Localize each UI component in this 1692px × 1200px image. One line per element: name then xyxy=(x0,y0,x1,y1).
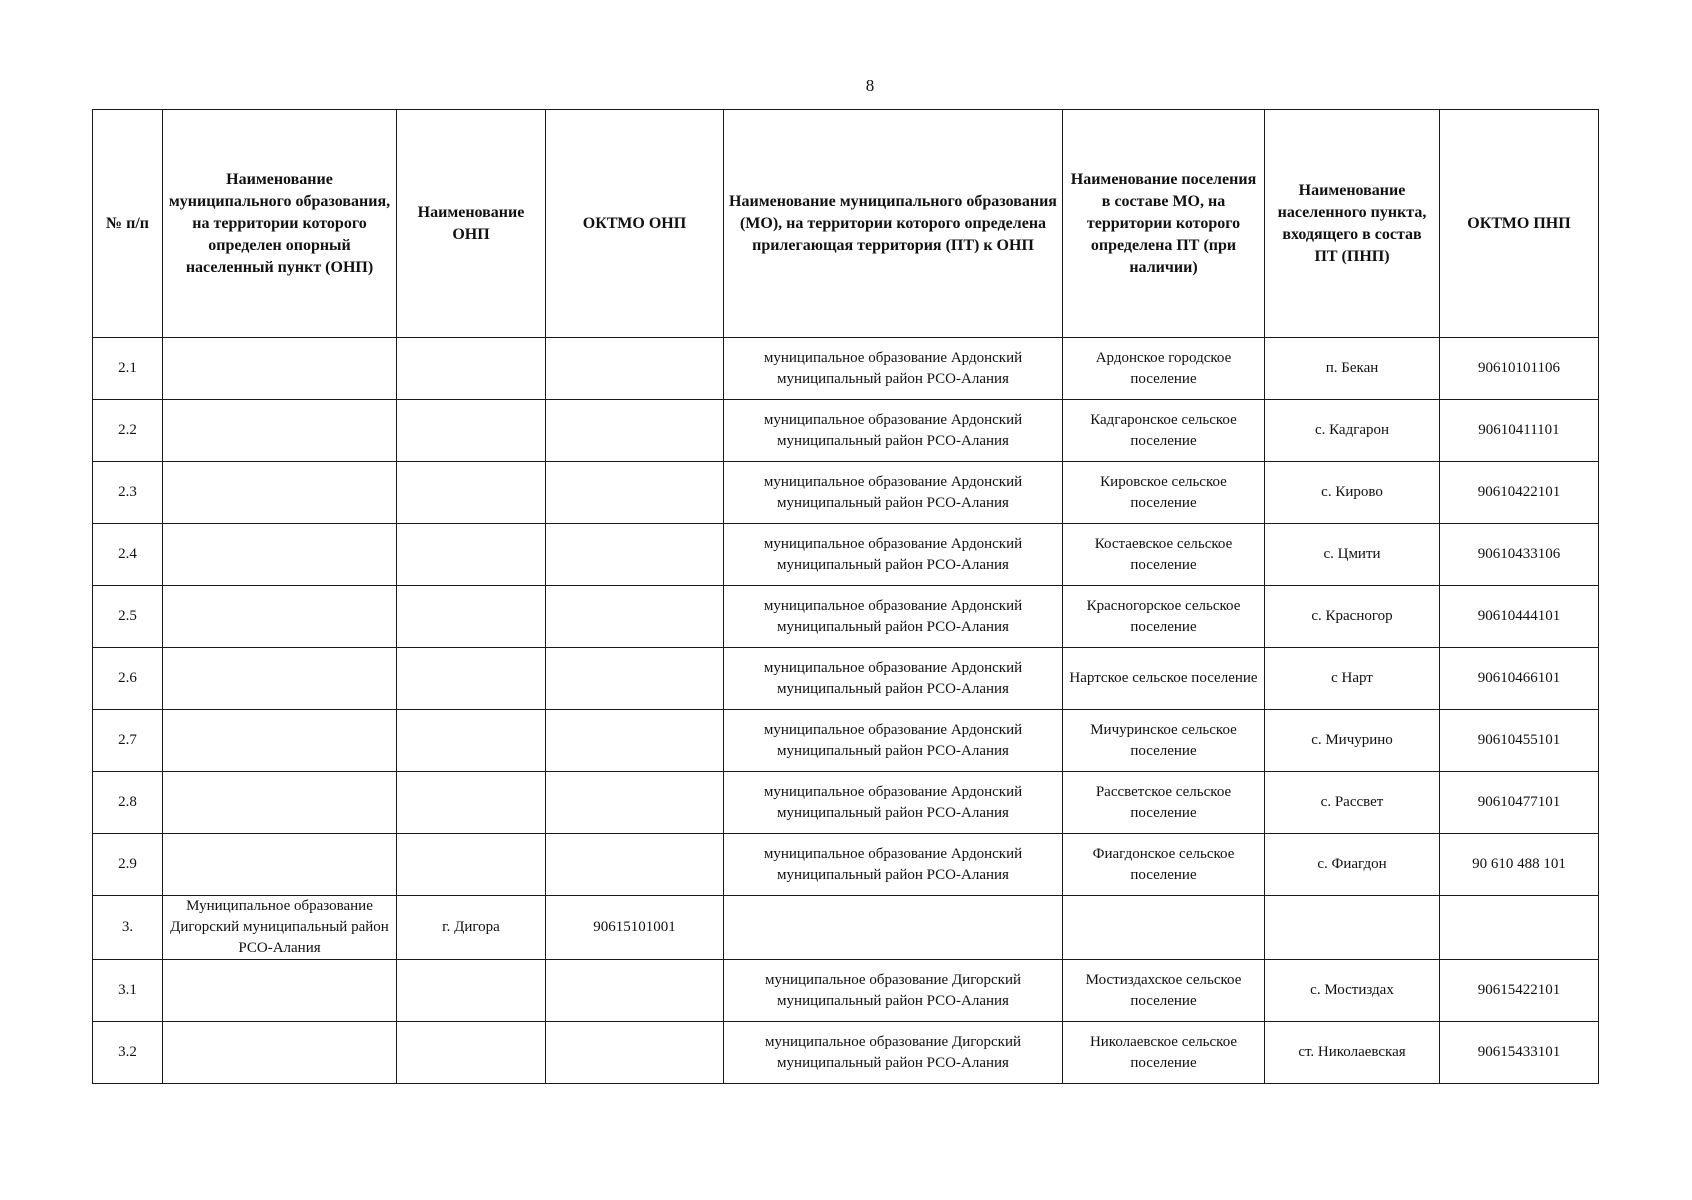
cell-pnp: с. Кадгарон xyxy=(1265,400,1440,462)
cell-pnp: с. Мичурино xyxy=(1265,710,1440,772)
cell-pnp: п. Бекан xyxy=(1265,338,1440,400)
cell-number: 2.1 xyxy=(93,338,163,400)
cell-oktmo-onp xyxy=(546,586,724,648)
cell-number: 2.9 xyxy=(93,834,163,896)
cell-settlement: Красногорское сельское поселение xyxy=(1063,586,1265,648)
cell-settlement: Нартское сельское поселение xyxy=(1063,648,1265,710)
cell-onp-name xyxy=(397,586,546,648)
cell-mo-pt: муниципальное образование Ардонский муниципальный район РСО-Алания xyxy=(724,586,1063,648)
cell-oktmo-onp xyxy=(546,710,724,772)
cell-mo-pt: муниципальное образование Дигорский муниципальный район РСО-Алания xyxy=(724,1022,1063,1084)
cell-onp-name xyxy=(397,524,546,586)
table-row xyxy=(93,462,1599,524)
cell-oktmo-pnp: 90 610 488 101 xyxy=(1440,834,1599,896)
cell-mo-onp xyxy=(163,648,397,710)
table-row xyxy=(93,648,1599,710)
cell-mo-onp xyxy=(163,710,397,772)
cell-settlement: Кадгаронское сельское поселение xyxy=(1063,400,1265,462)
cell-mo-pt: муниципальное образование Ардонский муниципальный район РСО-Алания xyxy=(724,400,1063,462)
cell-onp-name xyxy=(397,834,546,896)
cell-settlement: Рассветское сельское поселение xyxy=(1063,772,1265,834)
cell-oktmo-onp xyxy=(546,960,724,1022)
cell-mo-onp: Муниципальное образование Дигорский муниципальный район РСО-Алания xyxy=(163,896,397,960)
cell-pnp: ст. Николаевская xyxy=(1265,1022,1440,1084)
cell-oktmo-pnp: 90610444101 xyxy=(1440,586,1599,648)
cell-onp-name xyxy=(397,710,546,772)
table-header-row xyxy=(93,110,1599,338)
cell-mo-pt xyxy=(724,896,1063,960)
cell-pnp: с. Мостиздах xyxy=(1265,960,1440,1022)
header-mo-pt: Наименование муниципального образования (МО), на территории которого определена прилегающая территория (ПТ) к ОНП xyxy=(724,110,1063,338)
cell-mo-pt: муниципальное образование Ардонский муниципальный район РСО-Алания xyxy=(724,772,1063,834)
cell-mo-onp xyxy=(163,1022,397,1084)
cell-number: 2.8 xyxy=(93,772,163,834)
cell-oktmo-pnp: 90610466101 xyxy=(1440,648,1599,710)
cell-settlement: Николаевское сельское поселение xyxy=(1063,1022,1265,1084)
cell-onp-name xyxy=(397,772,546,834)
cell-settlement: Фиагдонское сельское поселение xyxy=(1063,834,1265,896)
cell-number: 2.5 xyxy=(93,586,163,648)
cell-oktmo-pnp: 90610477101 xyxy=(1440,772,1599,834)
cell-onp-name xyxy=(397,1022,546,1084)
cell-mo-onp xyxy=(163,400,397,462)
cell-oktmo-pnp: 90610422101 xyxy=(1440,462,1599,524)
table-row xyxy=(93,586,1599,648)
cell-onp-name xyxy=(397,462,546,524)
cell-number: 3. xyxy=(93,896,163,960)
cell-mo-onp xyxy=(163,524,397,586)
cell-pnp: с. Красногор xyxy=(1265,586,1440,648)
cell-pnp: с Нарт xyxy=(1265,648,1440,710)
cell-mo-pt: муниципальное образование Ардонский муниципальный район РСО-Алания xyxy=(724,710,1063,772)
cell-pnp xyxy=(1265,896,1440,960)
cell-oktmo-onp xyxy=(546,1022,724,1084)
cell-number: 3.2 xyxy=(93,1022,163,1084)
cell-mo-onp xyxy=(163,586,397,648)
cell-onp-name xyxy=(397,338,546,400)
cell-onp-name: г. Дигора xyxy=(397,896,546,960)
header-settlement: Наименование поселения в составе МО, на территории которого определена ПТ (при наличии) xyxy=(1063,110,1265,338)
cell-mo-pt: муниципальное образование Ардонский муниципальный район РСО-Алания xyxy=(724,648,1063,710)
header-oktmo-pnp: ОКТМО ПНП xyxy=(1440,110,1599,338)
cell-number: 2.4 xyxy=(93,524,163,586)
cell-oktmo-onp xyxy=(546,648,724,710)
cell-number: 2.3 xyxy=(93,462,163,524)
table-row xyxy=(93,400,1599,462)
cell-number: 3.1 xyxy=(93,960,163,1022)
cell-oktmo-onp: 90615101001 xyxy=(546,896,724,960)
cell-number: 2.7 xyxy=(93,710,163,772)
cell-number: 2.6 xyxy=(93,648,163,710)
cell-mo-pt: муниципальное образование Ардонский муниципальный район РСО-Алания xyxy=(724,834,1063,896)
header-number: № п/п xyxy=(93,110,163,338)
cell-pnp: с. Рассвет xyxy=(1265,772,1440,834)
table-row xyxy=(93,524,1599,586)
header-oktmo-onp: ОКТМО ОНП xyxy=(546,110,724,338)
cell-mo-onp xyxy=(163,772,397,834)
table-row xyxy=(93,1022,1599,1084)
cell-oktmo-onp xyxy=(546,400,724,462)
cell-mo-onp xyxy=(163,960,397,1022)
cell-settlement xyxy=(1063,896,1265,960)
table-row xyxy=(93,710,1599,772)
cell-settlement: Мостиздахское сельское поселение xyxy=(1063,960,1265,1022)
header-mo-onp: Наименование муниципального образования, на территории которого определен опорный населенный пункт (ОНП) xyxy=(163,110,397,338)
cell-mo-onp xyxy=(163,338,397,400)
cell-settlement: Мичуринское сельское поселение xyxy=(1063,710,1265,772)
table-row xyxy=(93,834,1599,896)
table-row xyxy=(93,960,1599,1022)
cell-mo-pt: муниципальное образование Ардонский муниципальный район РСО-Алания xyxy=(724,462,1063,524)
cell-settlement: Ардонское городское поселение xyxy=(1063,338,1265,400)
cell-pnp: с. Фиагдон xyxy=(1265,834,1440,896)
cell-onp-name xyxy=(397,960,546,1022)
cell-mo-onp xyxy=(163,834,397,896)
cell-oktmo-pnp: 90610455101 xyxy=(1440,710,1599,772)
cell-oktmo-pnp xyxy=(1440,896,1599,960)
cell-oktmo-onp xyxy=(546,772,724,834)
cell-mo-pt: муниципальное образование Ардонский муниципальный район РСО-Алания xyxy=(724,338,1063,400)
cell-mo-pt: муниципальное образование Ардонский муниципальный район РСО-Алания xyxy=(724,524,1063,586)
cell-pnp: с. Цмити xyxy=(1265,524,1440,586)
page-number: 8 xyxy=(865,76,875,95)
header-pnp: Наименование населенного пункта, входящего в состав ПТ (ПНП) xyxy=(1265,110,1440,338)
cell-mo-pt: муниципальное образование Дигорский муниципальный район РСО-Алания xyxy=(724,960,1063,1022)
cell-oktmo-pnp: 90615433101 xyxy=(1440,1022,1599,1084)
table-row xyxy=(93,338,1599,400)
cell-oktmo-pnp: 90610101106 xyxy=(1440,338,1599,400)
cell-pnp: с. Кирово xyxy=(1265,462,1440,524)
cell-settlement: Костаевское сельское поселение xyxy=(1063,524,1265,586)
cell-oktmo-onp xyxy=(546,834,724,896)
cell-oktmo-onp xyxy=(546,462,724,524)
table-row xyxy=(93,772,1599,834)
cell-oktmo-onp xyxy=(546,524,724,586)
cell-onp-name xyxy=(397,648,546,710)
cell-mo-onp xyxy=(163,462,397,524)
settlements-table xyxy=(92,109,1599,1084)
header-onp-name: Наименование ОНП xyxy=(397,110,546,338)
cell-oktmo-pnp: 90610433106 xyxy=(1440,524,1599,586)
cell-oktmo-pnp: 90610411101 xyxy=(1440,400,1599,462)
cell-oktmo-pnp: 90615422101 xyxy=(1440,960,1599,1022)
cell-number: 2.2 xyxy=(93,400,163,462)
cell-oktmo-onp xyxy=(546,338,724,400)
table-row xyxy=(93,896,1599,960)
cell-onp-name xyxy=(397,400,546,462)
cell-settlement: Кировское сельское поселение xyxy=(1063,462,1265,524)
